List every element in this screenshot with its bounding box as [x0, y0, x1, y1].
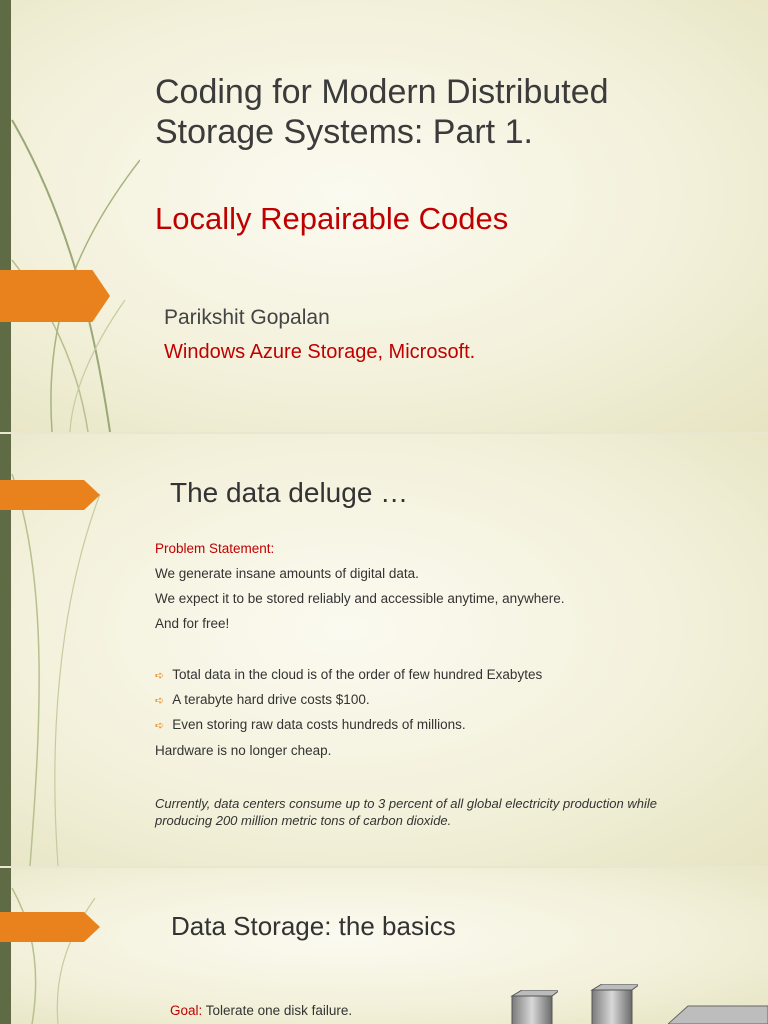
- slide-1-subtitle: Locally Repairable Codes: [155, 201, 509, 236]
- goal-label: Goal:: [170, 1003, 203, 1018]
- quote-text: Currently, data centers consume up to 3 percent of all global electricity production while producing 200 million metric tons of carbon dioxide.: [155, 796, 657, 828]
- bullet-text: A terabyte hard drive costs $100.: [172, 692, 370, 707]
- author-affiliation: Windows Azure Storage, Microsoft.: [164, 341, 476, 363]
- conclusion-line: Hardware is no longer cheap.: [155, 743, 332, 758]
- slide-1-title: [155, 72, 755, 152]
- disk-icon: [668, 1002, 768, 1024]
- goal-line: [170, 1003, 352, 1018]
- bullet-item: [155, 692, 370, 707]
- author-name: Parikshit Gopalan: [164, 306, 330, 329]
- slide-1: [0, 0, 768, 432]
- bullet-item: [155, 667, 542, 682]
- slide-3-title: Data Storage: the basics: [171, 911, 456, 941]
- bullet-item: [155, 717, 466, 732]
- slide-3: [0, 868, 768, 1024]
- orange-arrow-marker: [0, 912, 100, 942]
- bullet-text: Total data in the cloud is of the order of few hundred Exabytes: [172, 667, 543, 682]
- arrow-bullet-icon: ➪: [155, 695, 165, 707]
- goal-text: Tolerate one disk failure.: [205, 1003, 353, 1018]
- slide-2-title: The data deluge …: [170, 477, 409, 508]
- text-line: We generate insane amounts of digital data.: [155, 566, 419, 581]
- orange-arrow-marker: [0, 270, 110, 322]
- arrow-bullet-icon: ➪: [155, 670, 165, 682]
- title-line-1: Coding for Modern Distributed: [155, 73, 609, 111]
- text-line: And for free!: [155, 616, 230, 631]
- bullet-text: Even storing raw data costs hundreds of millions.: [172, 717, 466, 732]
- disk-icon: [508, 990, 558, 1024]
- swoosh-decoration: [0, 0, 140, 432]
- title-line-2: Storage Systems: Part 1.: [155, 113, 533, 151]
- orange-arrow-marker: [0, 480, 100, 510]
- text-line: We expect it to be stored reliably and accessible anytime, anywhere.: [155, 591, 565, 606]
- swoosh-decoration: [0, 868, 120, 1024]
- disk-icon: [588, 984, 638, 1024]
- problem-statement-label: Problem Statement:: [155, 541, 275, 556]
- arrow-bullet-icon: ➪: [155, 720, 165, 732]
